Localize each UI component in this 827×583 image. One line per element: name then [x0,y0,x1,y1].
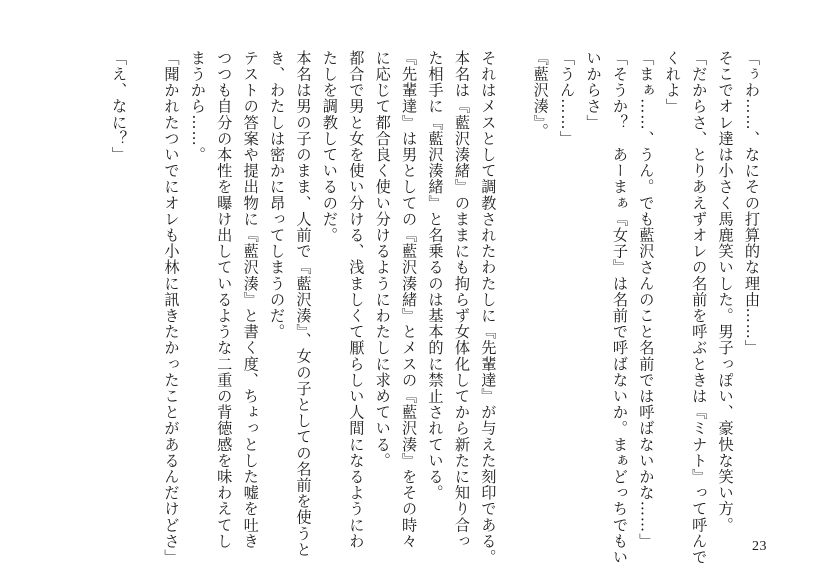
text-line: そこでオレ達は小さく馬鹿笑いした。男子っぽい、豪快な笑い方。 [716,50,735,533]
text-line: つつも自分の本性を曝け出しているような二重の背徳感を味わえてし [215,50,234,550]
text-line: た相手に『藍沢湊緒』と名乗るのは基本的に禁止されている。 [426,50,445,501]
text-line: 「まぁ……、うん。でも藍沢さんのこと名前では呼ばないかな……」 [637,50,656,550]
text-line: くれよ」 [663,50,682,115]
text-line: 「聞かれたついでにオレも小林に訊きたかったことがあるんだけどさ」 [162,50,181,566]
text-line: 本名は『藍沢湊緒』のままにも拘らず女体化してから新たに知り合っ [452,50,471,550]
text-line: き、わたしは密かに昂ってしまうのだ。 [268,50,287,340]
text-line: 『先輩達』は男としての『藍沢湊緒』とメスの『藍沢湊』をその時々 [400,50,419,550]
text-line: いからさ」 [584,50,603,131]
text-line: たしを調教しているのだ。 [320,50,339,244]
page-number: 23 [752,539,767,554]
text-line: 本名は男の子のまま、人前で『藍沢湊』、女の子としての名前を使うと [294,50,313,558]
text-line: 「うん……」 [558,50,577,147]
text-line: まうから……。 [188,50,207,163]
text-line: に応じて都合良く使い分けるようにわたしに求めている。 [373,50,392,469]
text-line: 「ぅわ……、なにその打算的な理由……」 [743,50,761,356]
text-line: 都合で男と女を使い分ける、浅ましくて厭らしい人間になるようにわ [347,50,366,550]
text-line: それはメスとして調教されたわたしに『先輩達』が与えた刻印である。 [479,50,498,566]
text-line: 「だからさ、とりあえずオレの名前を呼ぶときは『ミナト』って呼んで [690,50,709,566]
text-line: 『藍沢湊』。 [531,50,550,139]
text-line: 「え、なに？」 [110,50,129,163]
text-line: 「そうか？ あーまぁ『女子』は名前で呼ばないか。まぁどっちでもい [610,50,629,566]
text-line: テストの答案や提出物に『藍沢湊』と書く度、ちょっとした嘘を吐き [241,50,260,550]
